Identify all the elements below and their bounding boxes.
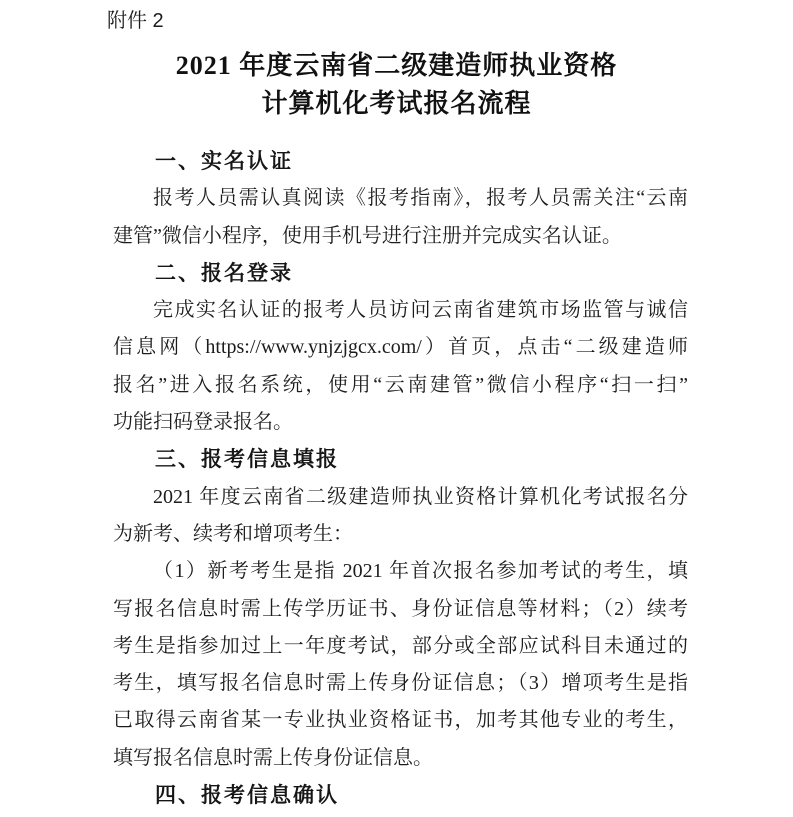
section-1-paragraph-1 (113, 180, 688, 255)
text-line: 写报名信息时需上传学历证书、身份证信息等材料；（2）续考 (113, 597, 688, 620)
text-line: 为新考、续考和增项考生： (113, 522, 353, 545)
section-heading-2: 二、报名登录 (155, 261, 293, 285)
text-line: 考生是指参加过上一年度考试，部分或全部应试科目未通过的 (113, 634, 688, 657)
text-line: （1）新考考生是指 2021 年首次报名参加考试的考生，填 (153, 560, 688, 583)
document-title (0, 47, 793, 122)
document-page (0, 8, 793, 817)
text-line: 2021 年度云南省二级建造师执业资格计算机化考试报名分 (153, 485, 688, 508)
text-line: 填写报名信息时需上传身份证信息。 (113, 746, 433, 769)
section-heading-3: 三、报考信息填报 (155, 448, 339, 472)
document-title-line-1: 2021 年度云南省二级建造师执业资格 (175, 51, 618, 80)
section-3-paragraph-1 (113, 479, 688, 554)
text-line: 建管”微信小程序，使用手机号进行注册并完成实名认证。 (113, 224, 622, 247)
text-line: 报名”进入报名系统，使用“云南建管”微信小程序“扫一扫” (113, 373, 688, 396)
text-line: 考生，填写报名信息时需上传身份证信息；（3）增项考生是指 (113, 672, 688, 695)
document-body (113, 143, 688, 814)
text-line: 完成实名认证的报考人员访问云南省建筑市场监管与诚信 (153, 299, 688, 322)
attachment-label: 附件 2 (107, 10, 164, 32)
text-line: 功能扫码登录报名。 (113, 411, 293, 434)
section-heading-4: 四、报考信息确认 (155, 784, 339, 808)
section-3-paragraph-2 (113, 553, 688, 777)
text-line: 已取得云南省某一专业执业资格证书，加考其他专业的考生， (113, 709, 688, 732)
text-line: 报考人员需认真阅读《报考指南》，报考人员需关注“云南 (153, 187, 688, 210)
section-2-paragraph-1 (113, 292, 688, 441)
text-line: 信息网（https://www.ynjzjgcx.com/）首页，点击“二级建造师 (113, 336, 688, 359)
document-title-line-2: 计算机化考试报名流程 (261, 88, 532, 118)
section-heading-1: 一、实名认证 (155, 150, 293, 173)
